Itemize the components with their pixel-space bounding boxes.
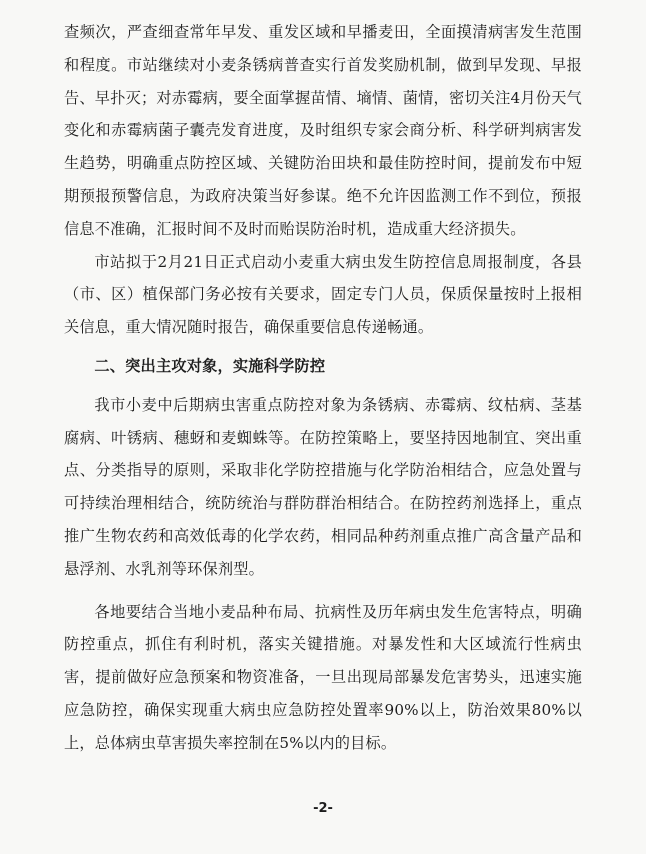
spacer	[64, 586, 582, 596]
paragraph-weekly-report: 市站拟于2月21日正式启动小麦重大病虫发生防控信息周报制度，各县（市、区）植保部门务必按有关要求，固定专门人员，保质保量按时上报相关信息，重大情况随时报告，确保重要信息传递畅通。	[64, 252, 582, 337]
paragraph-local-measures: 各地要结合当地小麦品种布局、抗病性及历年病虫发生危害特点，明确防控重点，抓住有利时机，落实关键措施。对暴发性和大区域流行性病虫害，提前做好应急预案和物资准备，一旦出现局部暴发危害势头，迅速实施应急防控，确保实现重大病虫应急防控处置率90%以上，防治效果80%以上，总体病虫草害损失率控制在5%以内的目标。	[64, 602, 582, 752]
section-heading-2: 二、突出主攻对象，实施科学防控	[94, 356, 326, 375]
document-body	[64, 16, 582, 760]
paragraph-monitoring: 查频次，严查细查常年早发、重发区域和早播麦田，全面摸清病害发生范围和程度。市站继续对小麦条锈病普查实行首发奖励机制，做到早发现、早报告、早扑灭；对赤霉病，要全面掌握苗情、墒情、菌情，密切关注4月份天气变化和赤霉病菌子囊壳发育进度，及时组织专家会商分析、科学研判病害发生趋势，明确重点防控区域、关键防治田块和最佳防控时间，提前发布中短期预报预警信息，为政府决策当好参谋。绝不允许因监测工作不到位，预报信息不准确，汇报时间不及时而贻误防治时机，造成重大经济损失。	[64, 23, 582, 238]
page-number: -2-	[313, 801, 333, 816]
paragraph-prevention-targets: 我市小麦中后期病虫害重点防控对象为条锈病、赤霉病、纹枯病、茎基腐病、叶锈病、穗蚜和麦蜘蛛等。在防控策略上，要坚持因地制宜、突出重点、分类指导的原则，采取非化学防控措施与化学防治相结合，应急处置与可持续治理相结合，统防统治与群防群治相结合。在防控药剂选择上，重点推广生物农药和高效低毒的化学农药，相同品种药剂重点推广高含量产品和悬浮剂、水乳剂等环保剂型。	[64, 395, 582, 578]
